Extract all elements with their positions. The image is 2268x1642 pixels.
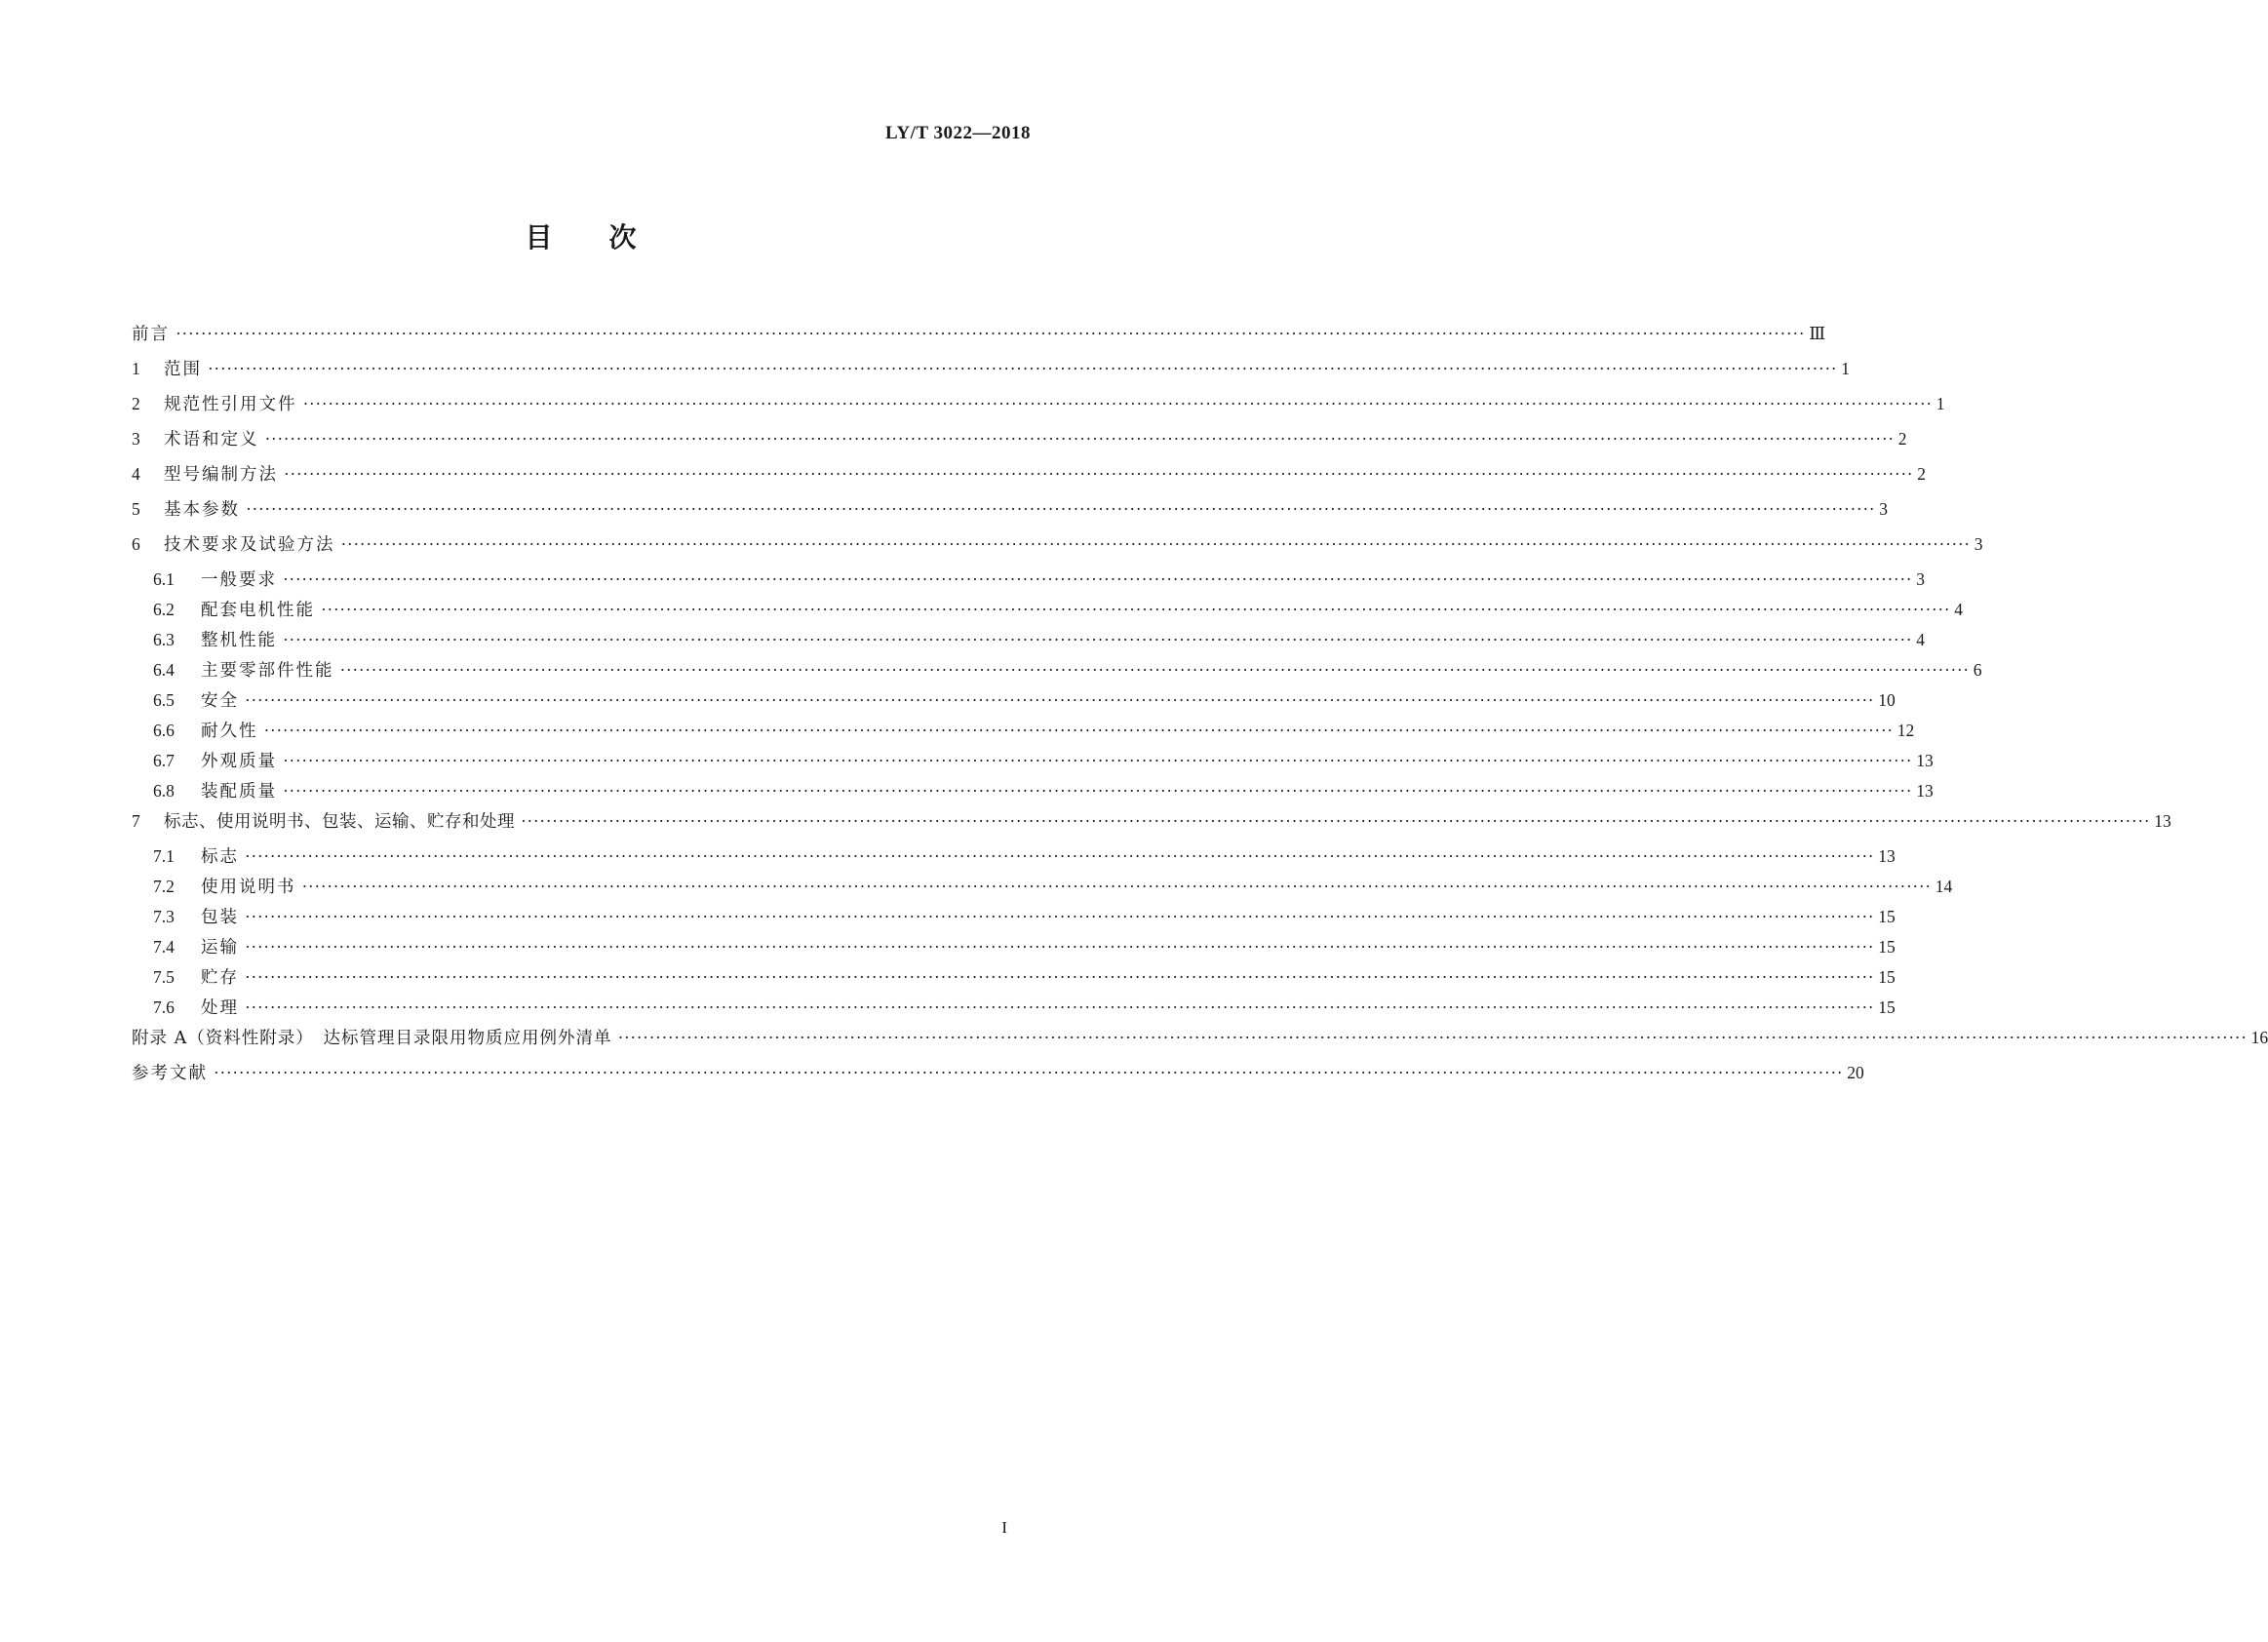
toc-entry-page: 16 [2250, 1028, 2268, 1047]
toc-entry-7-5[interactable] [132, 964, 1896, 995]
toc-entry-label: 配套电机性能 [201, 601, 315, 620]
toc-entry-references[interactable] [132, 1060, 1864, 1095]
toc-leader-dots: ···································································································································································································································································· [283, 751, 1913, 770]
toc-entry-label: 主要零部件性能 [201, 661, 334, 681]
toc-leader-dots: ···································································································································································································································································· [283, 781, 1913, 801]
toc-leader-dots: ···································································································································································································································································· [302, 394, 1933, 413]
toc-entry-number: 3 [132, 429, 140, 449]
toc-title [0, 216, 1161, 255]
toc-entry-6-3[interactable] [132, 627, 1925, 657]
toc-entry-page: 20 [1847, 1063, 1864, 1082]
toc-leader-dots: ···································································································································································································································································· [617, 1028, 2248, 1047]
toc-entry-number: 6.8 [153, 781, 175, 801]
toc-entry-page: 15 [1878, 907, 1896, 926]
toc-entry-5[interactable] [132, 496, 1888, 531]
toc-entry-7-2[interactable] [132, 874, 1953, 904]
toc-entry-page: 1 [1841, 359, 1850, 378]
toc-entry-page: 13 [1878, 846, 1896, 866]
toc-entry-page: 3 [1974, 534, 1983, 554]
toc-entry-appendix-a[interactable] [132, 1025, 2268, 1060]
toc-entry-number: 7.1 [153, 846, 175, 866]
toc-entry-page: 6 [1973, 660, 1982, 680]
toc-entry-6[interactable] [132, 531, 1983, 567]
toc-entry-number: 7 [132, 811, 140, 831]
toc-entry-7-3[interactable] [132, 904, 1896, 934]
toc-entry-number: 6.2 [153, 600, 175, 619]
toc-entry-number: 7.3 [153, 907, 175, 926]
toc-entry-number: 6.6 [153, 721, 175, 740]
toc-entry-number: 4 [132, 464, 140, 484]
toc-entry-label: 处理 [201, 998, 239, 1018]
toc-entry-label: 型号编制方法 [164, 465, 278, 485]
toc-entry-label: 参考文献 [132, 1064, 208, 1083]
toc-leader-dots: ···································································································································································································································································· [321, 600, 1951, 619]
toc-entry-number: 7.6 [153, 997, 175, 1017]
toc-entry-label: 技术要求及试验方法 [164, 535, 335, 555]
toc-entry-page: 15 [1878, 967, 1896, 987]
toc-leader-dots: ···································································································································································································································································· [246, 499, 1876, 519]
toc-leader-dots: ···································································································································································································································································· [245, 937, 1875, 957]
toc-entry-page: 13 [2154, 811, 2171, 831]
toc-entry-label: 前言 [132, 325, 170, 344]
toc-leader-dots: ···································································································································································································································································· [176, 324, 1806, 343]
toc-leader-dots: ···································································································································································································································································· [521, 811, 2151, 831]
toc-entry-label: 基本参数 [164, 500, 240, 520]
toc-entry-label: 装配质量 [201, 782, 277, 801]
toc-entry-page: 4 [1916, 630, 1925, 649]
toc-entry-page: 4 [1954, 600, 1963, 619]
toc-entry-page: 12 [1897, 721, 1915, 740]
toc-entry-label: 标志、使用说明书、包装、运输、贮存和处理 [164, 812, 515, 832]
toc-entry-number: 7.4 [153, 937, 175, 957]
toc-entry-number: 7.5 [153, 967, 175, 987]
toc-title-char-2: 次 [608, 221, 637, 254]
toc-entry-page: 14 [1935, 877, 1953, 896]
toc-entry-label: 外观质量 [201, 752, 277, 771]
toc-entry-page: 2 [1917, 464, 1926, 484]
toc-leader-dots: ···································································································································································································································································· [245, 690, 1875, 710]
toc-entry-4[interactable] [132, 461, 1926, 496]
toc-entry-number: 6.5 [153, 690, 175, 710]
toc-leader-dots: ···································································································································································································································································· [245, 846, 1875, 866]
toc-entry-page: Ⅲ [1809, 324, 1826, 343]
toc-entry-6-2[interactable] [132, 597, 1963, 627]
toc-entry-number: 7.2 [153, 877, 175, 896]
toc-entry-page: 3 [1916, 569, 1925, 589]
toc-entry-label: 范围 [164, 360, 202, 379]
toc-entry-page: 13 [1916, 781, 1934, 801]
toc-entry-3[interactable] [132, 426, 1907, 461]
toc-entry-6-6[interactable] [132, 718, 1915, 748]
page-number: I [1001, 1518, 1007, 1537]
standard-code: LY/T 3022—2018 [884, 123, 1031, 143]
toc-entry-number: 6.1 [153, 569, 175, 589]
toc-entry-page: 2 [1897, 429, 1907, 449]
toc-entry-label: 术语和定义 [164, 430, 259, 450]
toc-entry-label: 规范性引用文件 [164, 395, 297, 414]
toc-entry-2[interactable] [132, 391, 1945, 426]
toc-entry-number: 6.7 [153, 751, 175, 770]
toc-entry-1[interactable] [132, 356, 1850, 391]
toc-entry-7-6[interactable] [132, 995, 1896, 1025]
toc-entry-label: 包装 [201, 908, 239, 927]
toc-entry-page: 15 [1878, 997, 1896, 1017]
toc-title-char-1: 目 [525, 221, 553, 254]
toc-entry-6-1[interactable] [132, 567, 1925, 597]
toc-entry-number: 2 [132, 394, 140, 413]
toc-leader-dots: ···································································································································································································································································· [339, 660, 1970, 680]
toc-entry-6-5[interactable] [132, 687, 1896, 718]
toc-entry-label: 安全 [201, 691, 239, 711]
toc-entry-label: 附录 A（资料性附录） 达标管理目录限用物质应用例外清单 [132, 1029, 612, 1048]
toc-leader-dots: ···································································································································································································································································· [264, 429, 1895, 449]
toc-entry-number: 6.3 [153, 630, 175, 649]
toc-entry-label: 贮存 [201, 968, 239, 988]
toc-entry-label: 运输 [201, 938, 239, 958]
toc-leader-dots: ···································································································································································································································································· [283, 630, 1913, 649]
toc-leader-dots: ···································································································································································································································································· [245, 997, 1875, 1017]
toc-entry-label: 使用说明书 [201, 878, 296, 897]
toc-leader-dots: ···································································································································································································································································· [263, 721, 1894, 740]
toc-leader-dots: ···································································································································································································································································· [214, 1063, 1844, 1082]
toc-entry-6-4[interactable] [132, 657, 1982, 687]
toc-entry-page: 1 [1936, 394, 1945, 413]
toc-leader-dots: ···································································································································································································································································· [301, 877, 1932, 896]
toc-entry-label: 标志 [201, 847, 239, 867]
toc-leader-dots: ···································································································································································································································································· [283, 569, 1913, 589]
toc-entry-page: 15 [1878, 937, 1896, 957]
toc-entry-page: 13 [1916, 751, 1934, 770]
table-of-contents [132, 321, 2268, 1095]
toc-entry-number: 5 [132, 499, 140, 519]
toc-leader-dots: ···································································································································································································································································· [208, 359, 1838, 378]
toc-entry-6-8[interactable] [132, 778, 1934, 808]
toc-entry-number: 6.4 [153, 660, 175, 680]
toc-entry-6-7[interactable] [132, 748, 1934, 778]
toc-entry-7-4[interactable] [132, 934, 1896, 964]
toc-entry-number: 1 [132, 359, 140, 378]
toc-entry-label: 耐久性 [201, 722, 258, 741]
toc-leader-dots: ···································································································································································································································································· [245, 967, 1875, 987]
toc-leader-dots: ···································································································································································································································································· [340, 534, 1971, 554]
toc-entry-number: 6 [132, 534, 140, 554]
toc-entry-label: 一般要求 [201, 570, 277, 590]
toc-entry-7-1[interactable] [132, 843, 1896, 874]
toc-leader-dots: ···································································································································································································································································· [245, 907, 1875, 926]
toc-entry-7[interactable] [132, 808, 2171, 843]
toc-entry-page: 10 [1878, 690, 1896, 710]
toc-entry-foreword[interactable] [132, 321, 1826, 356]
toc-entry-label: 整机性能 [201, 631, 277, 650]
toc-leader-dots: ···································································································································································································································································· [284, 464, 1914, 484]
toc-entry-page: 3 [1879, 499, 1888, 519]
